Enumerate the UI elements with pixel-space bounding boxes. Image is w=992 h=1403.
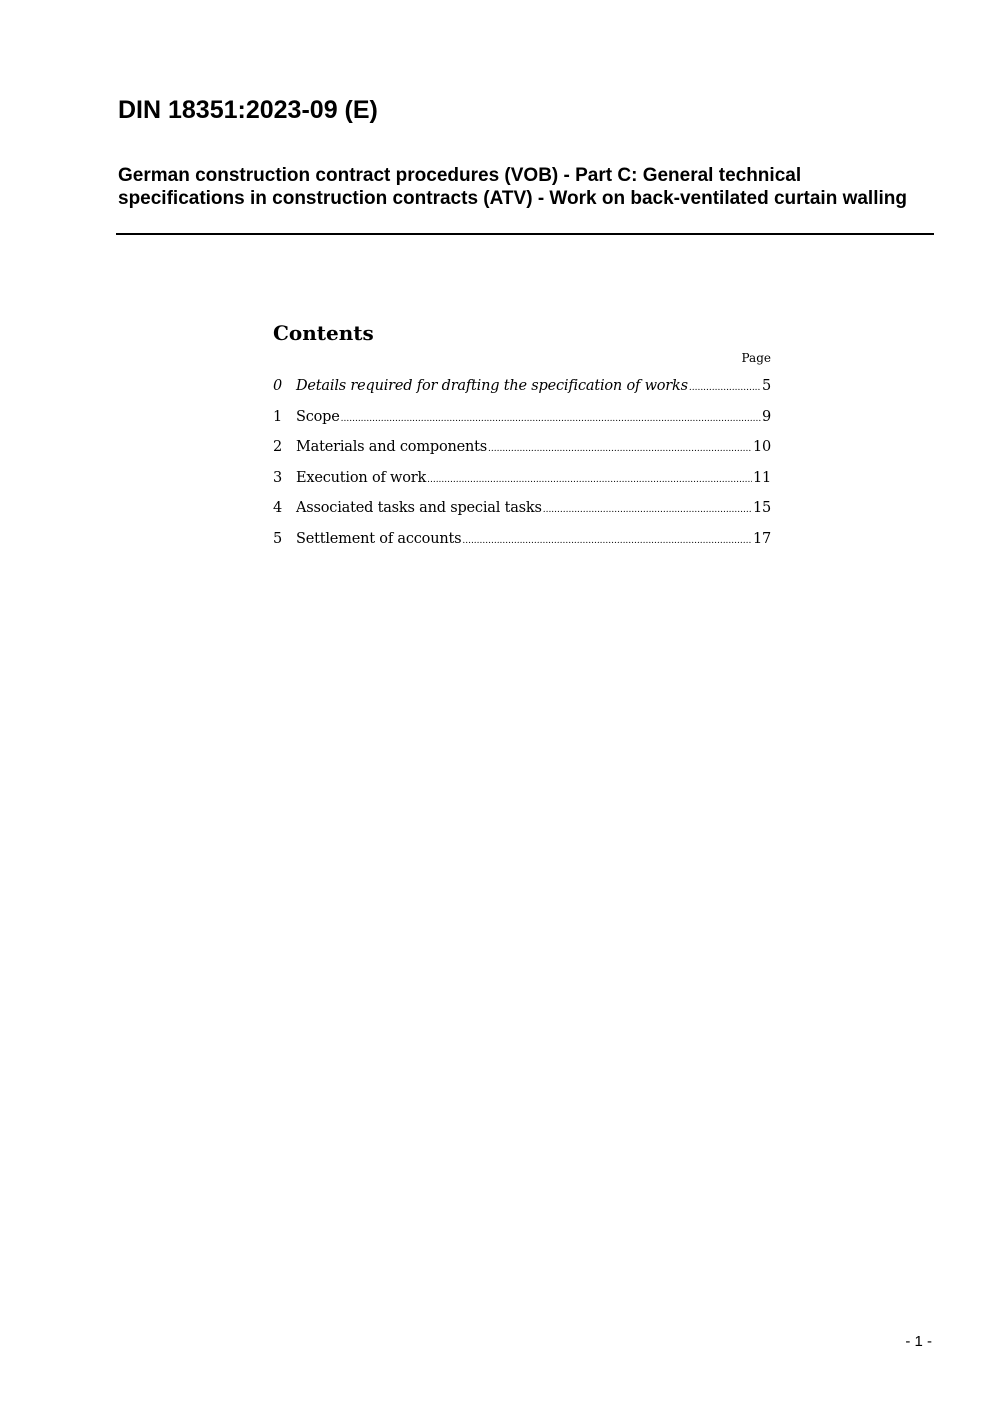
toc-entry-title: Settlement of accounts bbox=[296, 530, 462, 547]
toc-page-column-label: Page bbox=[741, 351, 771, 365]
toc-dot-leader bbox=[341, 409, 761, 429]
document-id: DIN 18351:2023-09 (E) bbox=[118, 96, 378, 124]
table-of-contents bbox=[273, 318, 771, 559]
page-number: - 1 - bbox=[905, 1333, 932, 1350]
toc-entry-title: Scope bbox=[296, 408, 340, 425]
toc-entry-number: 0 bbox=[273, 378, 283, 394]
toc-entry-number: 1 bbox=[273, 408, 283, 425]
toc-dot-leader bbox=[488, 439, 752, 459]
toc-entry-2[interactable] bbox=[273, 437, 771, 468]
toc-entry-number: 4 bbox=[273, 500, 283, 516]
title-divider bbox=[116, 233, 934, 235]
toc-entry-number: 3 bbox=[273, 469, 283, 486]
toc-entry-page: 9 bbox=[761, 408, 771, 425]
toc-entry-title: Details required for drafting the specification of works bbox=[296, 378, 688, 394]
toc-entry-5[interactable] bbox=[273, 529, 771, 560]
toc-entry-title: Associated tasks and special tasks bbox=[296, 500, 542, 516]
document-title: German construction contract procedures (VOB) - Part C: General technical specifications in construction contracts (ATV) - Work on back-ventilated curtain walling bbox=[118, 165, 907, 209]
toc-entry-0[interactable] bbox=[273, 376, 771, 407]
toc-entry-number: 2 bbox=[273, 439, 283, 455]
toc-entry-3[interactable] bbox=[273, 468, 771, 499]
toc-entry-1[interactable] bbox=[273, 407, 771, 438]
toc-entry-4[interactable] bbox=[273, 498, 771, 529]
toc-entry-page: 15 bbox=[752, 500, 771, 516]
toc-dot-leader bbox=[689, 378, 761, 398]
toc-entry-page: 11 bbox=[752, 469, 771, 486]
toc-list bbox=[273, 376, 771, 559]
toc-heading: Contents bbox=[273, 321, 374, 345]
toc-dot-leader bbox=[427, 470, 752, 490]
toc-entry-page: 5 bbox=[761, 378, 771, 394]
toc-dot-leader bbox=[462, 531, 752, 551]
toc-entry-title: Materials and components bbox=[296, 439, 488, 455]
toc-dot-leader bbox=[543, 500, 752, 520]
toc-entry-page: 10 bbox=[752, 439, 771, 455]
toc-entry-title: Execution of work bbox=[296, 469, 427, 486]
toc-entry-page: 17 bbox=[752, 530, 771, 547]
toc-entry-number: 5 bbox=[273, 530, 283, 547]
